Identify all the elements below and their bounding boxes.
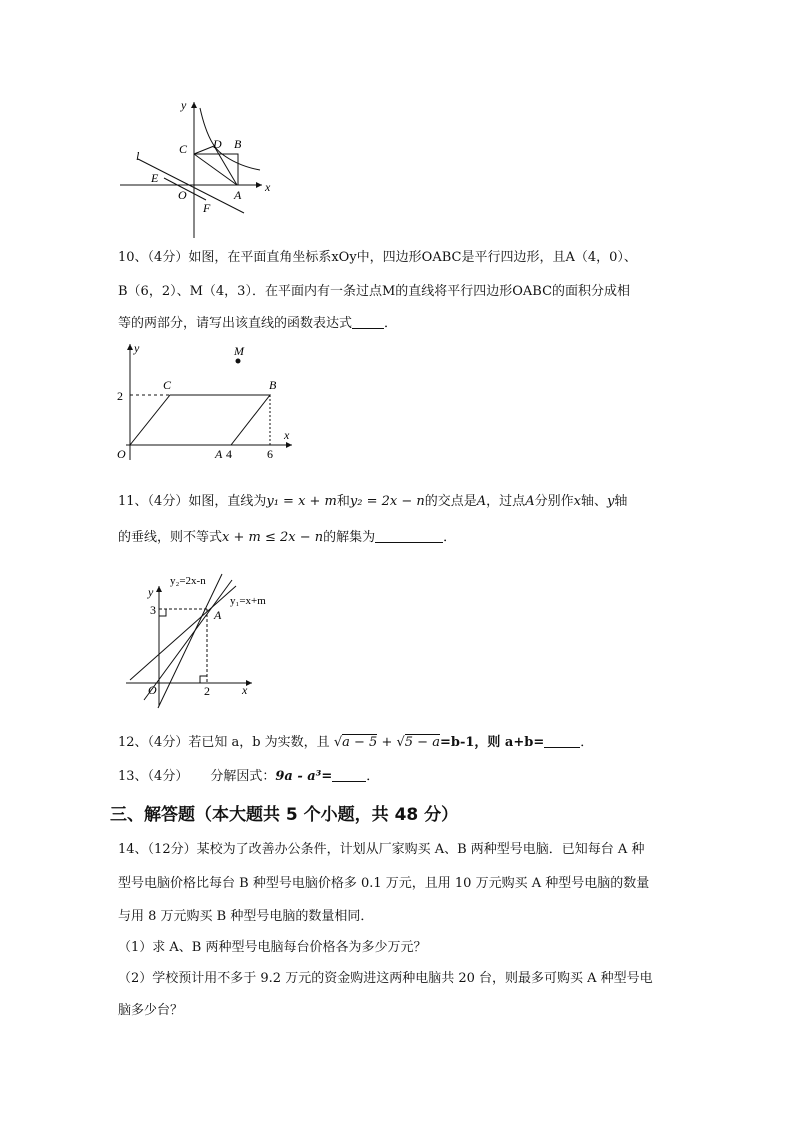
q14-sub2-text-cont: 脑多少台？ bbox=[118, 1003, 184, 1018]
line-CD bbox=[194, 146, 214, 154]
label-x: x bbox=[284, 428, 290, 442]
q14-sub2a bbox=[118, 969, 678, 989]
label-D: D bbox=[213, 137, 222, 151]
q14-sub1-text: （1）求 A、B 两种型号电脑每台价格各为多少万元？ bbox=[118, 940, 427, 955]
q11-eq2: = 2x − n bbox=[362, 494, 425, 509]
q12-text: 若已知 a，b 为实数，且 bbox=[188, 735, 330, 750]
q11-text: 轴、 bbox=[580, 494, 607, 509]
q11-text: 如图，直线为 bbox=[188, 494, 267, 509]
q11-text: 分别作 bbox=[534, 494, 574, 509]
label-A: A bbox=[215, 447, 223, 461]
line-DA bbox=[214, 146, 237, 185]
q11-end: ． bbox=[443, 530, 457, 545]
q12-plus: + bbox=[381, 735, 393, 750]
label-l: l bbox=[136, 149, 140, 163]
q11-answer-blank[interactable] bbox=[375, 528, 443, 543]
tick-6: 6 bbox=[267, 447, 273, 461]
q13-line bbox=[118, 767, 678, 787]
q10-end: ． bbox=[384, 316, 398, 331]
label-O: O bbox=[178, 188, 187, 202]
q10-text1: 如图，在平面直角坐标系xOy中，四边形OABC是平行四边形，且A（4，0）、 bbox=[188, 250, 637, 265]
q11-point-A: A bbox=[525, 494, 535, 509]
q11-text: 的垂线，则不等式 bbox=[118, 530, 223, 545]
hyperbola bbox=[200, 108, 260, 170]
label-B: B bbox=[234, 137, 242, 151]
label-B: B bbox=[269, 378, 277, 392]
q11-text: 的解集为 bbox=[323, 530, 376, 545]
figure-q11 bbox=[122, 566, 266, 712]
label-y2: y₂=2x-n bbox=[170, 575, 206, 587]
line-CA bbox=[194, 154, 237, 185]
q12-number: 12、（4分） bbox=[118, 735, 189, 750]
section-heading: 三、解答题（本大题共 5 个小题，共 48 分） bbox=[110, 805, 459, 825]
q12-end: ． bbox=[580, 735, 594, 750]
q11-y1: y₁ bbox=[266, 494, 279, 509]
line-l bbox=[138, 159, 244, 213]
q14-text2: 型号电脑价格比每台 B 种型号电脑价格多 0.1 万元，且用 10 万元购买 A 种型号电脑的数量 bbox=[118, 876, 650, 891]
q11-x: x bbox=[573, 494, 581, 509]
q11-line1 bbox=[118, 492, 678, 512]
label-O: O bbox=[148, 683, 157, 697]
label-y1: y₁=x+m bbox=[230, 595, 266, 607]
label-A: A bbox=[214, 608, 222, 622]
label-E: E bbox=[151, 171, 159, 185]
sqrt-1: √a − 5 bbox=[333, 735, 378, 750]
q14-sub2b bbox=[118, 1001, 678, 1021]
label-2: 2 bbox=[117, 389, 123, 403]
q12-answer-blank[interactable] bbox=[544, 733, 580, 748]
q14-line1 bbox=[118, 840, 678, 860]
q11-y: y bbox=[606, 494, 615, 509]
label-y: y bbox=[134, 341, 140, 355]
q14-number: 14、（12分） bbox=[118, 842, 197, 857]
q13-answer-blank[interactable] bbox=[332, 767, 366, 782]
q10-text3: 等的两部分，请写出该直线的函数表达式 bbox=[118, 316, 353, 331]
q12-line bbox=[118, 733, 678, 753]
sqrt-1-radicand: a − 5 bbox=[342, 735, 378, 750]
q11-text: 的交点是 bbox=[424, 494, 477, 509]
q11-inequality: x + m ≤ 2x − n bbox=[222, 530, 324, 545]
q11-point-A: A bbox=[476, 494, 487, 509]
point-M bbox=[236, 359, 241, 364]
q12-text: =b-1，则 a+b= bbox=[439, 735, 545, 750]
q14-text1: 某校为了改善办公条件，计划从厂家购买 A、B 两种型号电脑．已知每台 A 种 bbox=[196, 842, 645, 857]
q10-line2 bbox=[118, 282, 678, 302]
q13-text: 分解因式： bbox=[210, 769, 276, 784]
q11-eq1: = x + m bbox=[278, 494, 337, 509]
tick-4: 4 bbox=[226, 447, 232, 461]
q11-text: 和 bbox=[336, 494, 350, 509]
label-C: C bbox=[163, 378, 172, 392]
q10-line1 bbox=[118, 248, 678, 268]
q10-line3 bbox=[118, 314, 678, 334]
label-M: M bbox=[234, 344, 244, 358]
q14-text3: 与用 8 万元购买 B 种型号电脑的数量相同． bbox=[118, 909, 374, 924]
q10-answer-blank[interactable] bbox=[352, 314, 384, 329]
q11-y2: y₂ bbox=[349, 494, 363, 509]
figure-q10 bbox=[112, 342, 302, 466]
label-y: y bbox=[148, 585, 154, 599]
figure-q9 bbox=[110, 96, 280, 246]
sqrt-2-radicand: 5 − a bbox=[404, 735, 440, 750]
q13-number: 13、（4分） bbox=[118, 769, 189, 784]
label-F: F bbox=[203, 201, 211, 215]
line-y1b bbox=[144, 580, 232, 700]
q11-text: 轴 bbox=[614, 494, 628, 509]
line-y2 bbox=[158, 574, 222, 708]
label-A: A bbox=[234, 188, 242, 202]
label-2: 2 bbox=[204, 684, 210, 698]
q14-sub2-text: （2）学校预计用不多于 9.2 万元的资金购进这两种电脑共 20 台，则最多可购买 A 种型号电 bbox=[118, 971, 653, 986]
label-C: C bbox=[179, 142, 188, 156]
q10-number: 10、（4分） bbox=[118, 250, 189, 265]
label-y: y bbox=[181, 98, 187, 112]
q14-line2 bbox=[118, 874, 678, 894]
label-O: O bbox=[117, 447, 126, 461]
q13-end: ． bbox=[366, 769, 380, 784]
label-x: x bbox=[242, 683, 248, 697]
q11-line2 bbox=[118, 528, 678, 548]
label-3: 3 bbox=[150, 603, 156, 617]
parallelogram-OABC bbox=[130, 395, 270, 445]
q13-expression: 9a - a³= bbox=[275, 769, 333, 784]
q11-text: ，过点 bbox=[486, 494, 526, 509]
q14-sub1 bbox=[118, 938, 678, 958]
sqrt-2: √5 − a bbox=[396, 735, 440, 750]
q14-line3 bbox=[118, 907, 678, 927]
q10-text2: B（6，2）、M（4，3）．在平面内有一条过点M的直线将平行四边形OABC的面积分成相 bbox=[118, 284, 631, 299]
line-y1 bbox=[130, 586, 236, 680]
label-x: x bbox=[265, 180, 271, 194]
q11-number: 11、（4分） bbox=[118, 494, 189, 509]
